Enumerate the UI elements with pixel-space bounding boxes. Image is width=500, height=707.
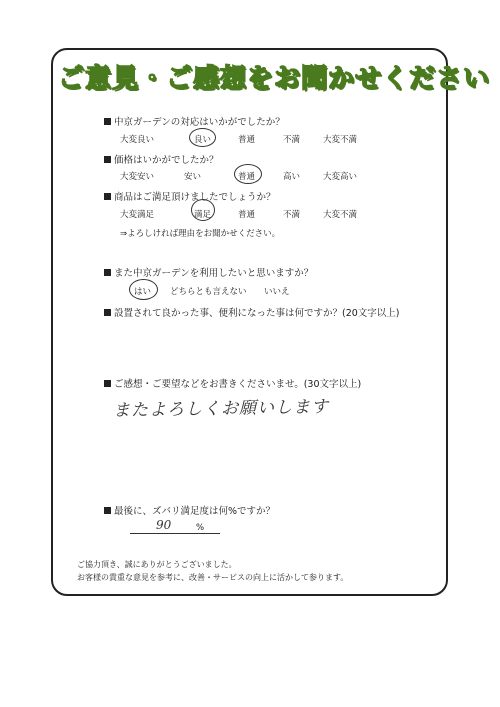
satisfaction-unit: % xyxy=(196,523,205,533)
option[interactable]: 高い xyxy=(283,172,301,182)
bullet-square-icon xyxy=(104,309,111,316)
question-price xyxy=(104,152,219,166)
selection-circle xyxy=(189,128,216,147)
question-label: 最後に、ズバリ満足度は何%ですか？ xyxy=(114,506,276,517)
option[interactable]: 普通 xyxy=(238,210,256,220)
question-benefits xyxy=(104,305,400,319)
selection-circle xyxy=(191,199,215,221)
answer-underline xyxy=(130,533,220,534)
bullet-square-icon xyxy=(104,269,111,276)
option[interactable]: 大変良い xyxy=(120,135,155,145)
question-satisfaction xyxy=(104,503,275,517)
option[interactable]: 不満 xyxy=(283,210,301,220)
reason-note: ⇒よろしければ理由をお聞かせください。 xyxy=(120,229,281,239)
handwritten-answer: またよろしくお願いします xyxy=(112,397,330,421)
question-service xyxy=(104,114,285,128)
option[interactable]: どちらとも言えない xyxy=(170,287,247,297)
option[interactable]: 大変不満 xyxy=(323,135,358,145)
bullet-square-icon xyxy=(104,156,111,163)
question-label: ご感想・ご要望などをお書きくださいませ。(30文字以上) xyxy=(114,379,362,390)
question-comments xyxy=(104,376,361,390)
question-label: 設置されて良かった事、便利になった事は何ですか？(20文字以上) xyxy=(114,308,400,319)
satisfaction-value: 90 xyxy=(156,518,172,532)
option[interactable]: 大変満足 xyxy=(120,210,155,220)
footer-note: お客様の貴重な意見を参考に、改善・サービスの向上に活かして参ります。 xyxy=(77,573,349,582)
option[interactable]: 大変安い xyxy=(120,172,155,182)
bullet-square-icon xyxy=(104,507,111,514)
option[interactable]: 不満 xyxy=(283,135,301,145)
option-selected[interactable]: 良い xyxy=(194,135,212,145)
option[interactable]: いいえ xyxy=(264,287,290,297)
option[interactable]: 普通 xyxy=(238,135,256,145)
option[interactable]: 安い xyxy=(184,172,202,182)
option-selected[interactable]: はい xyxy=(134,287,152,297)
question-reuse xyxy=(104,265,313,279)
bullet-square-icon xyxy=(104,118,111,125)
bullet-square-icon xyxy=(104,193,111,200)
option[interactable]: 大変高い xyxy=(323,172,358,182)
selection-circle xyxy=(129,279,158,300)
footer-thanks: ご協力頂き、誠にありがとうございました。 xyxy=(77,560,237,569)
selection-circle xyxy=(234,164,262,184)
question-label: 商品はご満足頂けましたでしょうか？ xyxy=(114,192,276,203)
question-label: 価格はいかがでしたか？ xyxy=(114,155,219,166)
option[interactable]: 大変不満 xyxy=(323,210,358,220)
option-selected[interactable]: 普通 xyxy=(238,172,256,182)
question-product xyxy=(104,189,276,203)
bullet-square-icon xyxy=(104,380,111,387)
option-selected[interactable]: 満足 xyxy=(194,210,212,220)
question-label: また中京ガーデンを利用したいと思いますか？ xyxy=(114,268,314,279)
survey-title: ご意見・ご感想をお聞かせください xyxy=(58,64,491,94)
question-label: 中京ガーデンの対応はいかがでしたか？ xyxy=(114,117,285,128)
